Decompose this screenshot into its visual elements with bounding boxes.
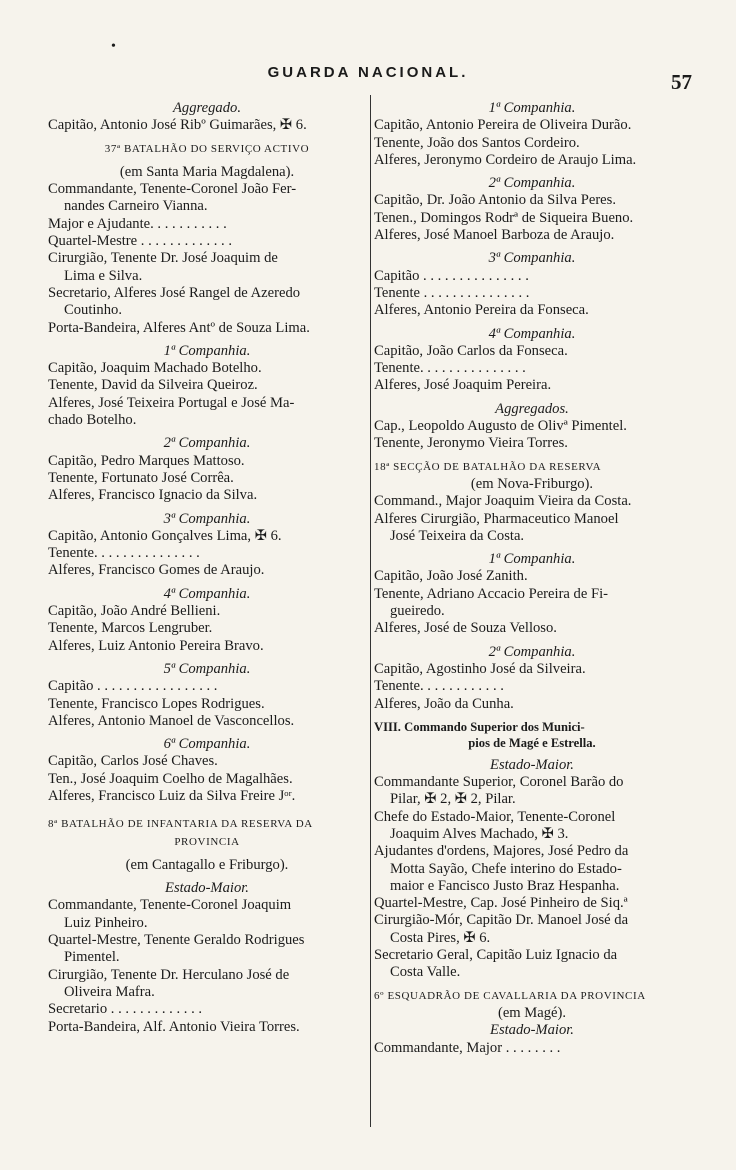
company-heading: 1ª Companhia.	[488, 551, 576, 568]
text-line: Quartel-Mestre, Tenente Geraldo Rodrigues	[48, 932, 305, 949]
section-title: 18ª SECÇÃO DE BATALHÃO DA RESERVA	[374, 460, 602, 473]
ink-mark: •	[111, 39, 116, 54]
company-heading: 3ª Companhia.	[163, 510, 251, 527]
text-line: chado Botelho.	[48, 412, 137, 429]
text-line: maior e Fancisco Justo Braz Hespanha.	[390, 877, 620, 894]
text-line: Capitão, Carlos José Chaves.	[48, 753, 218, 770]
text-line: Alferes, Luiz Antonio Pereira Bravo.	[48, 637, 264, 654]
text-line: Porta-Bandeira, Alf. Antonio Vieira Torres.	[48, 1018, 300, 1035]
text-line: Capitão, Pedro Marques Mattoso.	[48, 452, 245, 469]
text-line: Tenente, Adriano Accacio Pereira de Fi-	[374, 585, 609, 602]
text-line: Command., Major Joaquim Vieira da Costa.	[374, 493, 632, 510]
section-location: (em Magé).	[497, 1004, 567, 1021]
text-line: Alferes, José Teixeira Portugal e José Ma-	[48, 394, 295, 411]
text-line: Alferes, José de Souza Velloso.	[374, 620, 557, 637]
running-header-title: GUARDA NACIONAL.	[267, 64, 469, 81]
text-line: Capitão, João Carlos da Fonseca.	[374, 342, 568, 359]
text-line: Capitão, Agostinho José da Silveira.	[374, 660, 586, 677]
text-line: Cirurgião-Mór, Capitão Dr. Manoel José da	[374, 912, 629, 929]
text-line: Alferes, João da Cunha.	[374, 695, 514, 712]
text-line: José Teixeira da Costa.	[390, 527, 525, 544]
text-line: Capitão, Dr. João Antonio da Silva Peres.	[374, 192, 616, 209]
text-line: Oliveira Mafra.	[64, 983, 155, 1000]
text-line: Alferes, Antonio Pereira da Fonseca.	[374, 302, 589, 319]
section-heading: Aggregado.	[173, 100, 241, 116]
company-heading: 5ª Companhia.	[163, 660, 251, 677]
text-line: Luiz Pinheiro.	[64, 914, 148, 931]
text-line: gueiredo.	[390, 603, 445, 620]
company-heading: 2ª Companhia.	[163, 435, 251, 452]
text-line: Joaquim Alves Machado, ✠ 3.	[390, 825, 569, 842]
text-line: Alferes, Francisco Gomes de Araujo.	[48, 562, 265, 579]
text-line: Motta Sayão, Chefe interino do Estado-	[390, 860, 622, 877]
text-line: Alferes, Francisco Luiz da Silva Freire Jᵒʳ.	[48, 787, 296, 804]
text-line: Capitão, Joaquim Machado Botelho.	[48, 360, 262, 377]
company-heading: 2ª Companhia.	[488, 643, 576, 660]
text-line: Commandante, Tenente-Coronel João Fer-	[48, 181, 297, 198]
column-divider	[370, 95, 371, 1127]
section-heading: Estado-Maior.	[165, 880, 249, 897]
text-line: Cap., Leopoldo Augusto de Olivª Pimentel.	[374, 418, 627, 435]
text-line: Coutinho.	[64, 302, 122, 319]
text-line: Commandante Superior, Coronel Barão do	[374, 774, 624, 791]
text-line: Porta-Bandeira, Alferes Antº de Souza Lima.	[48, 319, 310, 336]
battalion-location: (em Santa Maria Magdalena).	[119, 163, 295, 180]
command-title: VIII. Commando Superior dos Munici-	[374, 719, 585, 734]
text-line: Major e Ajudante. . . . . . . . . . .	[48, 215, 227, 232]
text-line: Tenente. . . . . . . . . . . . . . .	[48, 545, 200, 562]
text-line: Tenen., Domingos Rodrª de Siqueira Bueno.	[374, 209, 634, 226]
left-column	[48, 100, 366, 1036]
company-heading: 1ª Companhia.	[488, 100, 576, 116]
text-line: Pilar, ✠ 2, ✠ 2, Pilar.	[390, 791, 516, 808]
text-line: Secretario, Alferes José Rangel de Azeredo	[48, 284, 301, 301]
text-line: Quartel-Mestre, Cap. José Pinheiro de Siq.ª	[374, 895, 628, 912]
text-line: Alferes, José Joaquim Pereira.	[374, 377, 552, 394]
text-line: Tenente, João dos Santos Cordeiro.	[374, 134, 580, 151]
battalion-location: (em Cantagallo e Friburgo).	[125, 856, 289, 873]
text-line: Capitão, João André Bellieni.	[48, 603, 221, 620]
text-line: Tenente, Marcos Lengruber.	[48, 620, 213, 637]
text-line: Alferes, Francisco Ignacio da Silva.	[48, 487, 258, 504]
text-line: Secretario Geral, Capitão Luiz Ignacio da	[374, 947, 618, 964]
text-line: Alferes, José Manoel Barboza de Araujo.	[374, 227, 615, 244]
battalion-title: 37ª BATALHÃO DO SERVIÇO ACTIVO	[104, 142, 310, 155]
text-line: Tenente, Fortunato José Corrêa.	[48, 469, 234, 486]
section-heading: Aggregados.	[495, 400, 569, 417]
company-heading: 3ª Companhia.	[488, 250, 576, 267]
text-line: Capitão, Antonio José Ribº Guimarães, ✠ 6.	[48, 117, 307, 134]
text-line: Capitão, João José Zanith.	[374, 568, 528, 585]
text-line: Tenente, Jeronymo Vieira Torres.	[374, 435, 568, 452]
text-line: Chefe do Estado-Maior, Tenente-Coronel	[374, 808, 616, 825]
battalion-title: PROVINCIA	[174, 835, 240, 848]
text-line: Alferes Cirurgião, Pharmaceutico Manoel	[374, 510, 619, 527]
text-line: Capitão . . . . . . . . . . . . . . .	[374, 267, 529, 284]
text-line: Tenente, David da Silveira Queiroz.	[48, 377, 258, 394]
section-heading: Estado-Maior.	[490, 756, 574, 773]
section-title: 6º ESQUADRÃO DE CAVALLARIA DA PROVINCIA	[374, 989, 646, 1002]
company-heading: 4ª Companhia.	[488, 325, 576, 342]
company-heading: 6ª Companhia.	[163, 736, 251, 753]
text-line: Cirurgião, Tenente Dr. José Joaquim de	[48, 250, 278, 267]
company-heading: 1ª Companhia.	[163, 342, 251, 359]
text-line: Alferes, Antonio Manoel de Vasconcellos.	[48, 712, 295, 729]
page-number: 57	[671, 70, 692, 94]
text-line: Tenente, Francisco Lopes Rodrigues.	[48, 695, 265, 712]
text-line: Tenente. . . . . . . . . . . . . . .	[374, 360, 526, 377]
text-line: Cirurgião, Tenente Dr. Herculano José de	[48, 966, 290, 983]
command-title: pios de Magé e Estrella.	[468, 735, 596, 750]
section-heading: Estado-Maior.	[490, 1022, 574, 1039]
section-location: (em Nova-Friburgo).	[470, 475, 594, 492]
text-line: Capitão . . . . . . . . . . . . . . . . .	[48, 678, 218, 695]
text-line: Secretario . . . . . . . . . . . . .	[48, 1001, 203, 1018]
text-line: Alferes, Jeronymo Cordeiro de Araujo Lima.	[374, 151, 637, 168]
text-line: Pimentel.	[64, 949, 120, 966]
text-line: Commandante, Tenente-Coronel Joaquim	[48, 897, 292, 914]
text-line: Ajudantes d'ordens, Majores, José Pedro da	[374, 843, 629, 860]
text-line: Capitão, Antonio Pereira de Oliveira Durão.	[374, 117, 632, 134]
text-line: Tenente. . . . . . . . . . . .	[374, 678, 504, 695]
text-line: Ten., José Joaquim Coelho de Magalhães.	[48, 770, 293, 787]
text-line: Lima e Silva.	[64, 267, 143, 284]
text-line: Quartel-Mestre . . . . . . . . . . . . .	[48, 233, 233, 250]
text-line: Costa Valle.	[390, 964, 461, 981]
text-line: Tenente . . . . . . . . . . . . . . .	[374, 284, 530, 301]
company-heading: 2ª Companhia.	[488, 175, 576, 192]
right-column	[374, 100, 690, 1057]
text-line: Costa Pires, ✠ 6.	[390, 929, 491, 946]
battalion-title: 8ª BATALHÃO DE INFANTARIA DA RESERVA DA	[48, 818, 313, 831]
text-line: Commandante, Major . . . . . . . .	[374, 1039, 561, 1056]
text-line: nandes Carneiro Vianna.	[64, 198, 208, 215]
text-line: Capitão, Antonio Gonçalves Lima, ✠ 6.	[48, 527, 282, 544]
company-heading: 4ª Companhia.	[163, 585, 251, 602]
